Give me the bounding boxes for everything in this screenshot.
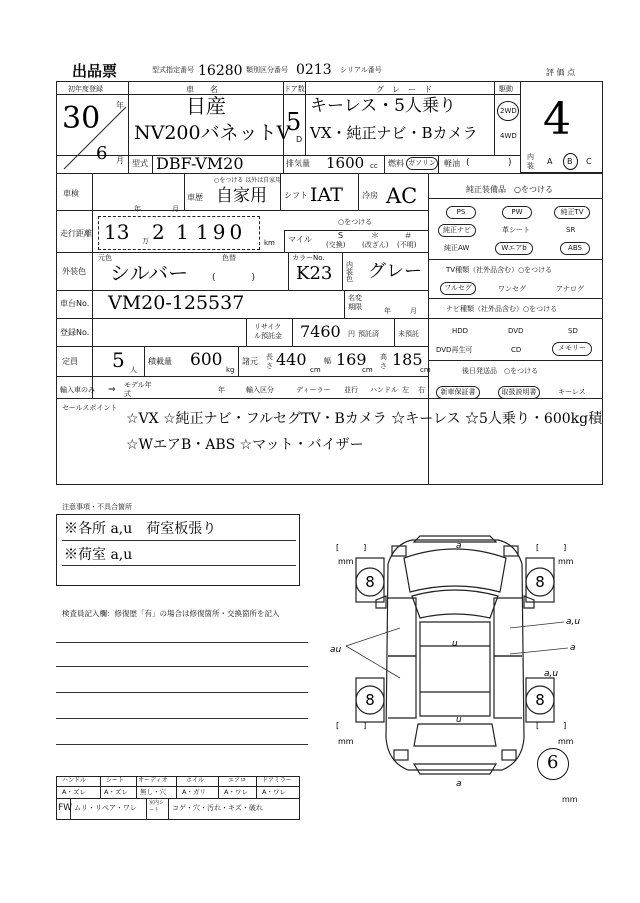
later-manual[interactable]: 取扱説明書 [498,386,540,399]
legend-r3c: コゲ・穴・汚れ・キズ・破れ [172,804,263,812]
score-value: 4 [543,94,571,145]
option-pw[interactable]: PW [502,206,532,219]
color-no-value: K23 [296,263,333,284]
month-value: 6 [96,143,108,164]
legend-h4: ホイル [186,777,205,784]
tire-fr-value: 8 [535,573,545,591]
legend-h6: ドアミラー [262,777,292,784]
hash-mark[interactable]: ＃ [404,231,412,240]
color-value: シルバー [110,261,189,285]
history-value: 自家用 [216,186,267,206]
left-front-door [388,598,416,656]
mileage-digit4: 190 [196,220,247,244]
inspect-month: 月 [410,307,417,315]
interior-label2: 装 [527,162,534,170]
option-aw[interactable]: 純正AW [444,244,470,252]
options-title: 純正装備品 ○をつける [466,185,553,194]
model-cert-label: 型式指定番号 [152,66,194,74]
legend-v6: A・ワレ [262,788,286,796]
maker-label: 車 名 [186,85,218,94]
navi-hdd[interactable]: HDD [452,327,469,335]
mile-label: マイル [288,235,312,244]
year-value: 30 [62,101,101,136]
mm-fl: mm [338,557,354,566]
chassis-value: VM20-125537 [108,292,245,314]
legend-v4: A・ガリ [182,788,206,796]
shift-value: IAT [310,184,343,206]
color-no-label: カラーNo. [292,254,325,262]
parallel-label[interactable]: 並行 [344,386,358,394]
left-rear-door [388,656,416,718]
hood [404,549,506,592]
color-label: 外装色 [62,267,86,276]
year-unit: 年 [116,101,124,110]
tv-title: TV種類（社外品含む）○をつける [446,266,553,274]
navi-sd[interactable]: SD [568,327,578,335]
fuel-label: 燃料 [388,159,404,168]
mm-rr: mm [558,737,574,746]
navi-dvd[interactable]: DVD [508,327,524,335]
model-cert-value: 16280 [198,63,243,79]
grade-line2: VX・純正ナビ・Bカメラ [310,124,478,142]
length-value: 440 [276,350,307,369]
chassis-label: 車台No. [60,299,90,308]
bracket-rl: [ ] [336,721,367,730]
length-label: 長さ [266,353,273,370]
hash-text: (不明) [397,241,417,249]
reg-label: 登録No. [60,328,90,337]
paren-open: ( [466,158,470,168]
height-label: 高さ [380,353,387,370]
handle-label: ハンドル [370,386,398,394]
star-text: (改ざん) [362,241,389,249]
mark-hood: a [456,541,462,551]
legend-h5: エアロ [228,777,247,784]
legend-v2: A・ズレ [104,788,128,796]
inspect-label: 名変期限 [348,294,362,311]
maker-value: 日産 [186,94,226,118]
legend-h2: シート [106,777,125,784]
mileage-digit2: 2 [152,220,165,244]
paren-close: ) [508,158,512,168]
option-abs[interactable]: ABS [560,242,590,255]
option-navi[interactable]: 純正ナビ [438,224,476,237]
legend-fw: FW [58,803,73,813]
recycle-value: 7460 [300,322,341,341]
color-paren: ( ) [212,273,256,283]
load-label: 積載量 [148,357,172,366]
option-leather[interactable]: 革シート [502,226,530,234]
history-label: 車歴 [187,193,203,202]
bracket-fl: [ ] [336,543,367,552]
load-unit: kg [226,366,235,374]
notes-line2: ※荷室 a,u [64,547,133,563]
s-mark[interactable]: S [338,231,344,240]
shaken-label: 車検 [63,189,79,198]
mark-roof: u [452,639,458,649]
score-label: 評 価 点 [546,68,576,77]
load-value: 600 [190,350,223,370]
player-memory[interactable]: メモリー [552,342,592,356]
sales-line2: ☆WエアB・ABS ☆マット・バイザー [126,437,364,453]
option-tv[interactable]: 純正TV [554,206,590,219]
type-value: DBF-VM20 [156,154,244,173]
width-label: 幅 [324,357,331,365]
interior-label1: 内 [527,153,534,161]
legend-h1: ハンドル [62,777,87,784]
legend-r3b: 室内シート [149,800,165,813]
player-label: DVD再生可 [436,346,473,354]
legend-r3a: ムリ・リペア・ワレ [74,804,137,812]
left-label[interactable]: 左 [402,386,409,394]
grade-line1: キーレス・5人乗り [310,96,456,116]
grade-label: グ レ ー ド [376,85,432,94]
import-arrow: ⇒ [108,385,116,395]
category-label: 類別区分番号 [246,66,288,74]
first-reg-label: 初年度登録 [68,85,103,93]
later-warranty[interactable]: 新車保証書 [436,386,480,399]
history-note: ○をつける 以外は自家用 [214,177,282,184]
mm-rl: mm [338,737,354,746]
import-type-label: 輸入区分 [246,386,274,394]
mark-right-front: a,u [566,617,580,627]
legend-v3: 無し・穴 [140,788,166,796]
shaken-year: 年 [134,205,141,213]
recycle-unpaid[interactable]: 未預託 [398,330,419,338]
serial-label: シリアル番号 [340,66,382,74]
sales-line1: ☆VX ☆純正ナビ・フルセグTV・Bカメラ ☆キーレス ☆5人乗り・600kg積 [126,411,603,427]
import-year-unit: 年 [218,386,225,394]
rear-bumper [414,764,496,774]
option-ps[interactable]: PS [446,206,476,219]
mileage-man-unit: 万 [142,237,149,245]
mileage-digit1: 13 [104,220,130,244]
spare-mm: mm [562,795,578,804]
interior-color-value: グレー [368,261,422,282]
interior-grade-b[interactable]: B [567,157,573,166]
capacity-label: 定員 [62,357,78,366]
right-label[interactable]: 右 [418,386,425,394]
import-label: 輸入車のみ [60,386,95,394]
mark-rear: u [456,715,462,725]
height-value: 185 [392,350,423,369]
drive-4wd[interactable]: 4WD [500,132,517,140]
shaken-month: 月 [172,205,179,213]
notes-line1: ※各所 a,u 荷室板張り [64,521,217,537]
tv-fullseg[interactable]: フルセグ [440,282,476,295]
mark-rear-bumper: a [456,779,462,789]
mileage-unit: km [264,239,275,247]
color-orig-label: 元色 [98,254,112,262]
tire-rr-value: 8 [535,691,545,709]
later-title: 後日発送品 ○をつける [462,367,539,375]
model-year-label: モデル年式 [124,381,152,398]
shift-label: シフト [284,191,308,200]
star-mark[interactable]: ＊ [371,231,379,240]
mileage-digit3: 1 [176,220,189,244]
displacement-unit: cc [370,162,378,170]
option-sr[interactable]: SR [566,226,576,234]
width-value: 169 [336,350,367,369]
interior-color-label: 内装色 [346,261,353,283]
ac-value: AC [386,184,418,208]
rear-right-light [502,750,516,760]
s-text: (交換) [326,241,346,249]
option-wair[interactable]: Wエアb [495,242,533,255]
navi-title: ナビ種類（社外品含む）○をつける [446,305,558,313]
capacity-unit: 人 [130,366,137,374]
spare-tire-value: 6 [547,752,559,773]
model-value: NV200バネットV [134,122,291,144]
mark-rear-right: a,u [544,669,559,679]
dims-label: 諸元 [242,357,258,366]
width-unit: cm [362,366,373,374]
color-change-label: 色替 [222,254,236,262]
legend-h3: オーディオ [138,777,168,784]
mileage-label: 走行距離 [60,229,92,238]
displacement-label: 排気量 [286,159,310,168]
drive-label: 駆動 [499,85,513,93]
displacement-value: 1600 [326,154,365,172]
tv-oneseg[interactable]: ワンセグ [498,285,526,293]
height-unit: cm [420,366,431,374]
mark-left-side: au [330,645,342,655]
roof [420,622,490,716]
player-cd[interactable]: CD [511,346,522,354]
front-bumper [414,536,496,542]
recycle-paid[interactable]: 預託済 [358,330,379,338]
inspector-label: 検査員記入欄：修復歴「有」の場合は修復箇所・交換箇所を記入 [62,609,280,618]
notes-label: 注意事項・不具合箇所 [62,503,132,511]
light-oil-label: 軽油 [444,159,460,168]
rear-left-light [394,750,408,760]
interior-grade-a[interactable]: A [547,157,553,166]
category-value: 0213 [296,62,332,78]
tire-fl-value: 8 [365,573,375,591]
doors-value: 5 [286,108,302,136]
later-keyless[interactable]: キーレス [558,388,586,396]
tire-rl-value: 8 [365,691,375,709]
windshield [412,590,498,618]
type-label: 型式 [132,159,148,168]
ac-label: 冷房 [362,191,378,200]
bracket-rr: [ ] [536,721,567,730]
capacity-value: 5 [112,348,125,372]
fuel-gasoline-option[interactable]: ガソリン [406,157,438,170]
tv-analog[interactable]: アナログ [556,285,584,293]
doors-label: ドア数 [284,85,305,93]
interior-grade-c[interactable]: C [586,157,592,166]
dealer-label[interactable]: ディーラー [296,386,331,394]
mark-right-rear: a [570,643,576,653]
legend-v1: A・ズレ [62,788,86,796]
recycle-unit: 円 [348,330,355,338]
right-rear-door [494,656,522,718]
drive-2wd[interactable]: 2WD [500,107,517,115]
sales-label: セールスポイント [62,404,118,412]
bracket-fr: [ ] [536,543,567,552]
rear-window [414,724,496,746]
length-unit: cm [310,366,321,374]
legend-v5: A・ワレ [224,788,248,796]
doors-unit: D [296,135,303,144]
mm-fr: mm [558,557,574,566]
month-unit: 月 [116,156,124,165]
inspect-year: 年 [384,307,391,315]
page-title: 出品票 [72,62,118,80]
mark-note: ○をつける [338,218,373,226]
recycle-label: リサイクル預託金 [254,323,282,340]
